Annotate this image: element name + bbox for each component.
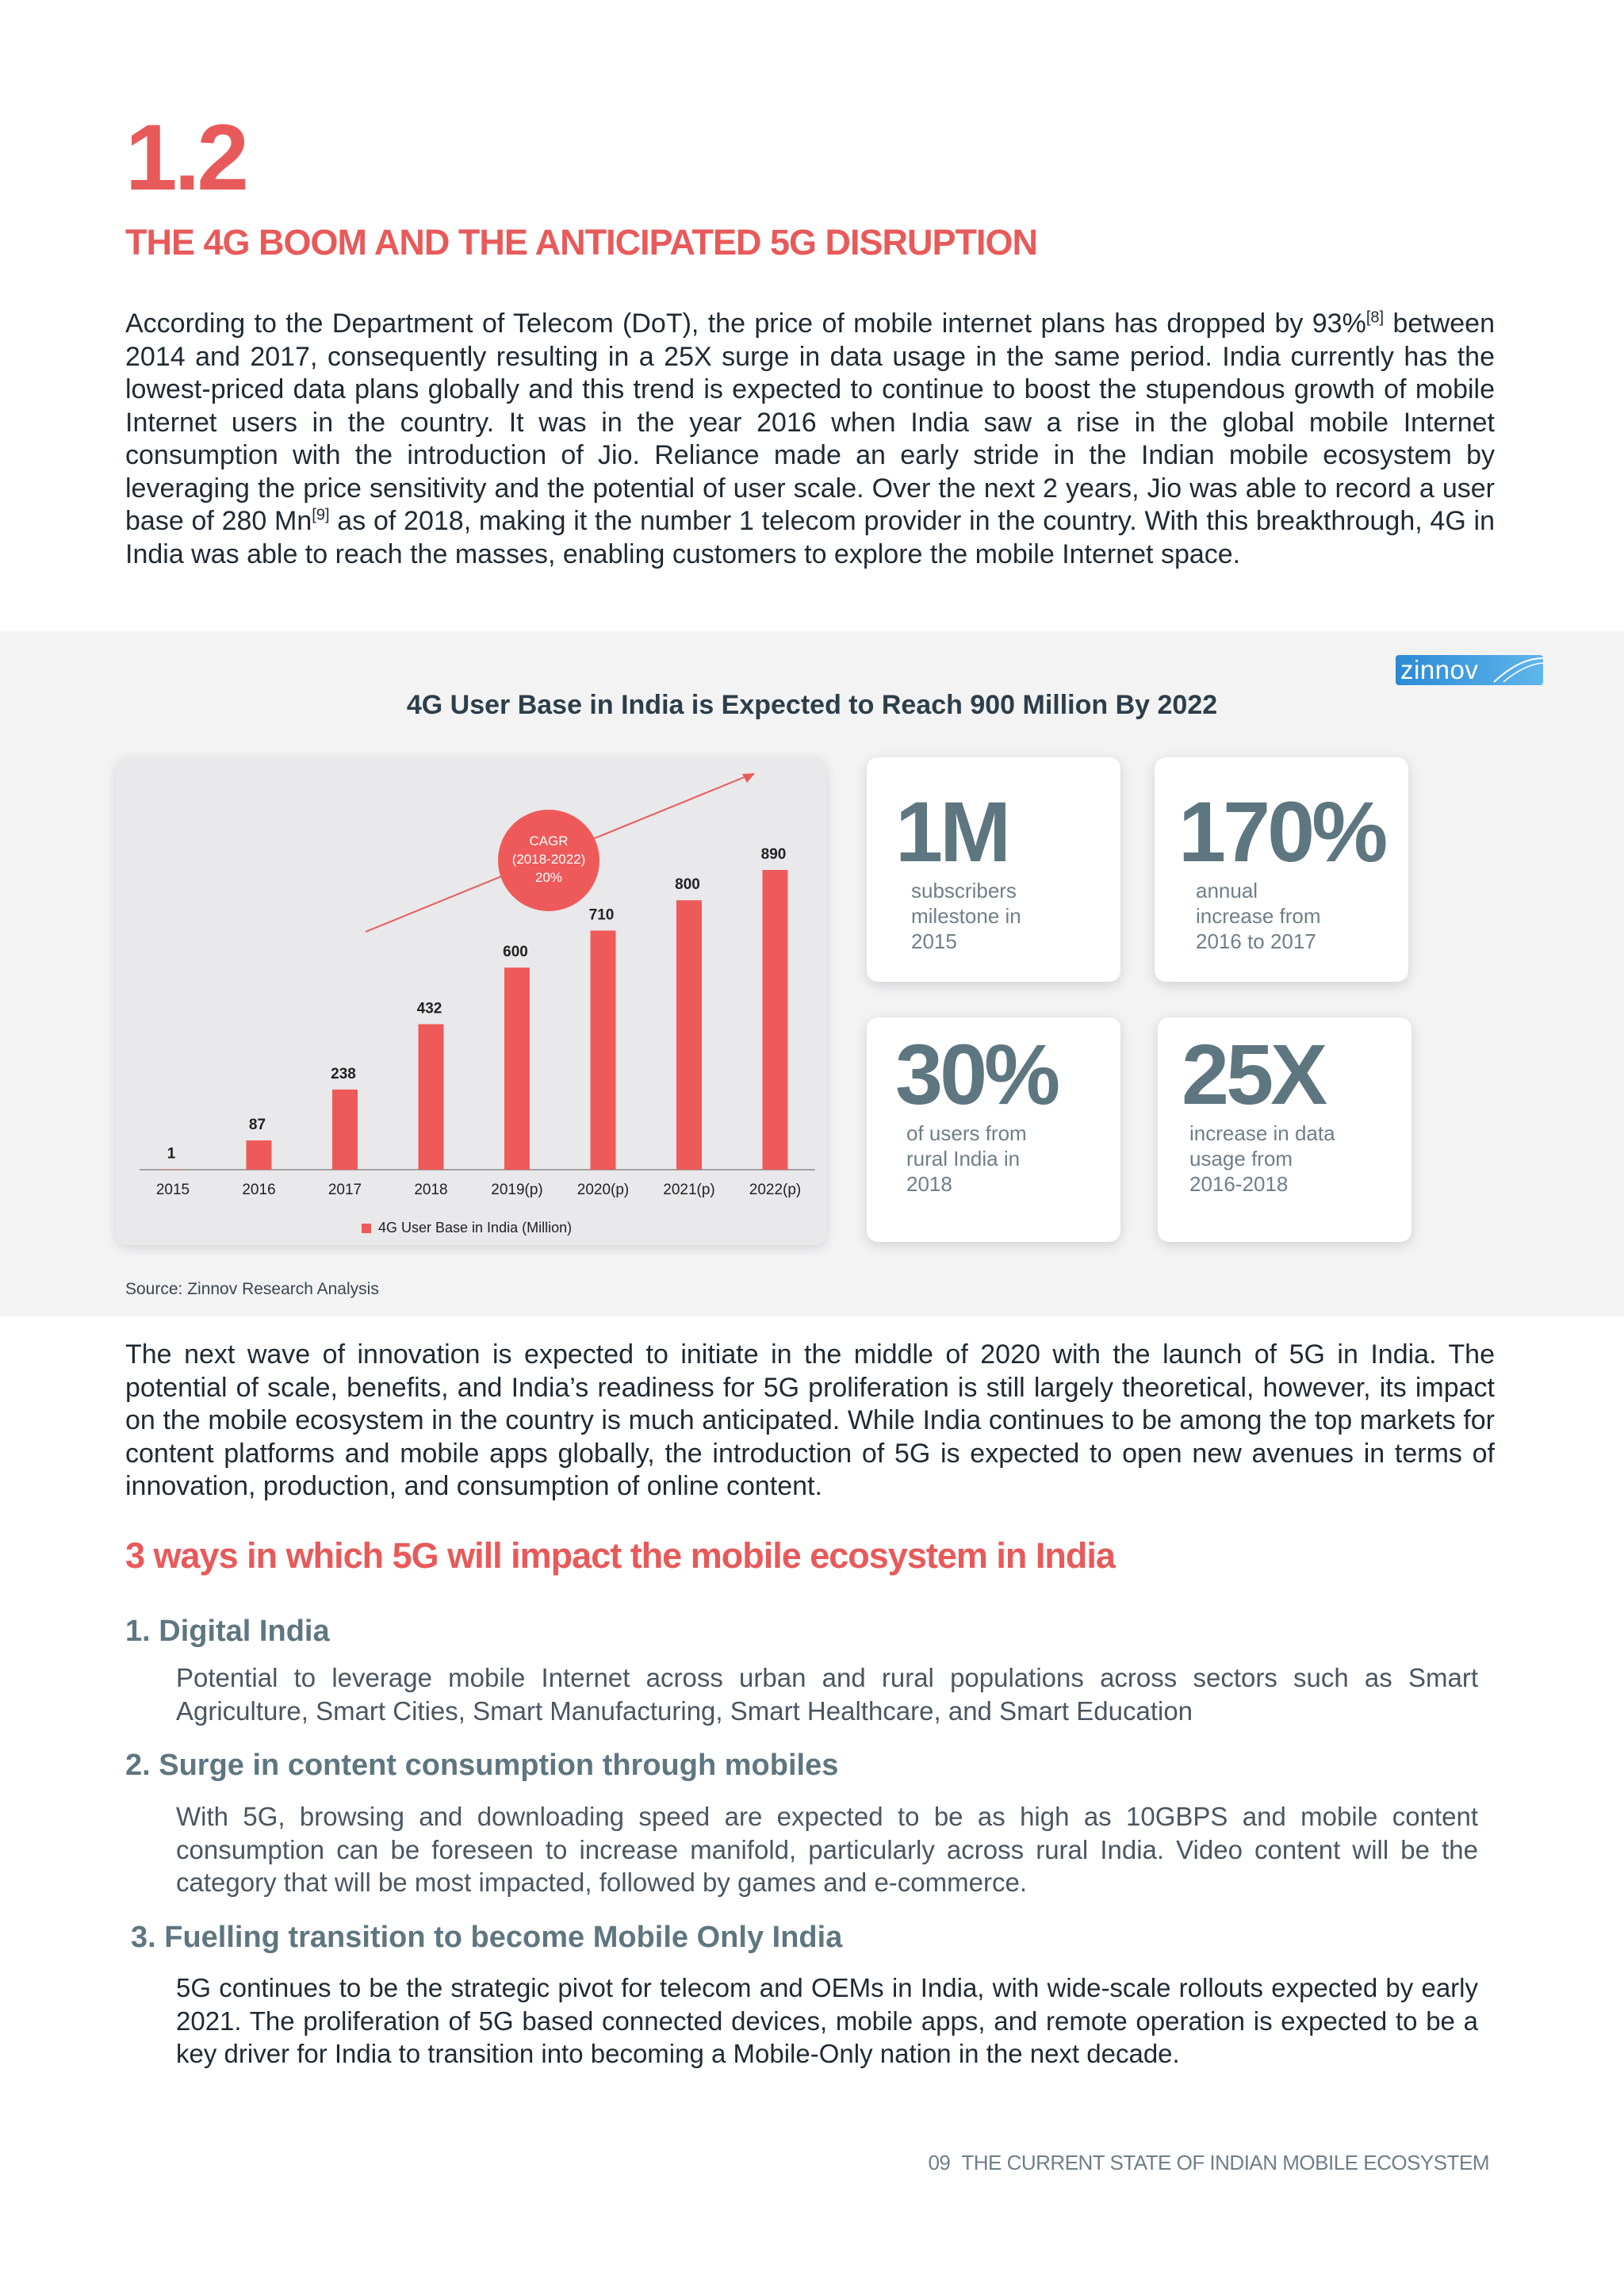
way-text-content-consumption: With 5G, browsing and downloading speed are expected to be as high as 10GBPS and mobile content consumption can be foreseen to increase manifold, particularly across rural India. Video content will be the category that will be most impacted, followed by games and e-commerce. xyxy=(176,1802,1478,1897)
ways-title: 3 ways in which 5G will impact the mobile ecosystem in India xyxy=(125,1535,1115,1576)
bar-2018 xyxy=(419,1025,444,1170)
data-label-2015: 1 xyxy=(167,1145,176,1163)
chart-heading: 4G User Base in India is Expected to Reach 900 Million By 2022 xyxy=(406,690,1218,720)
stat-description: subscribers milestone in 2015 xyxy=(911,879,1021,953)
stat-value: 30% xyxy=(895,1026,1058,1122)
data-label-2017: 238 xyxy=(331,1065,356,1082)
stat-description: increase in data usage from 2016-2018 xyxy=(1189,1121,1335,1196)
data-label-2021(p): 800 xyxy=(675,876,700,894)
stat-value: 1M xyxy=(895,784,1009,879)
cagr-label-line: (2018-2022) xyxy=(511,852,586,867)
page-number: 09 xyxy=(928,2151,951,2174)
intro-paragraph: According to the Department of Telecom (DoT), the price of mobile internet plans has dropped by 93%[8] between 2014 and 2017, consequently resulting in a 25X surge in data usage in the same period. India currently has the lowest-priced data plans globally and this trend is expected to continue to boost the stupendous growth of mobile Internet users in the country. It was in the year 2016 when India saw a rise in the global mobile Internet consumption with the introduction of Jio. Reliance made an early stride in the Indian mobile ecosystem by leveraging the price sensitivity and the potential of user scale. Over the next 2 years, Jio was able to record a user base of 280 Mn[9] as of 2018, making it the number 1 telecom provider in the country. With this breakthrough, 4G in India was able to reach the masses, enabling customers to explore the mobile Internet space. xyxy=(125,308,1495,569)
bar-2016 xyxy=(247,1140,272,1170)
tick-label-2020(p): 2020(p) xyxy=(576,1182,630,1198)
page-footer xyxy=(928,2151,1489,2175)
section-number: 1.2 xyxy=(125,105,247,210)
bar-2017 xyxy=(332,1090,358,1170)
bar-2022(p) xyxy=(763,870,788,1170)
data-label-2016: 87 xyxy=(248,1117,266,1134)
tick-label-2021(p): 2021(p) xyxy=(663,1182,715,1198)
legend-swatch xyxy=(362,1224,371,1233)
stat-card-annual-increase xyxy=(1155,757,1408,982)
tick-label-2016: 2016 xyxy=(242,1182,276,1198)
way-heading-digital-india: 1. Digital India xyxy=(125,1615,330,1648)
stat-card-data-usage xyxy=(1158,1017,1411,1242)
data-label-2022(p): 890 xyxy=(760,846,787,863)
bar-2020(p) xyxy=(591,930,616,1170)
tick-label-2015: 2015 xyxy=(155,1182,190,1198)
legend-label: 4G User Base in India (Million) xyxy=(378,1220,573,1236)
stat-description: of users from rural India in 2018 xyxy=(906,1121,1027,1196)
citation-ref[interactable]: [9] xyxy=(312,506,330,524)
data-label-2020(p): 710 xyxy=(588,906,615,924)
tick-label-2019(p): 2019(p) xyxy=(491,1182,543,1198)
way-text-digital-india: Potential to leverage mobile Internet across urban and rural populations across sectors such as Smart Agriculture, Smart Cities, Smart Manufacturing, Smart Healthcare, and Smart Education xyxy=(176,1663,1478,1726)
stat-card-rural-users xyxy=(867,1017,1120,1242)
way-heading-content-consumption: 2. Surge in content consumption through mobiles xyxy=(125,1749,839,1782)
bar-chart-card xyxy=(116,757,826,1245)
stat-card-subscribers xyxy=(867,757,1120,982)
stat-value: 25X xyxy=(1182,1026,1325,1122)
logo-swoosh-icon xyxy=(1488,655,1543,685)
citation-ref[interactable]: [8] xyxy=(1365,308,1385,327)
zinnov-logo: zinnov xyxy=(1396,655,1543,685)
data-label-2018: 432 xyxy=(416,1000,442,1017)
footer-title: THE CURRENT STATE OF INDIAN MOBILE ECOSYSTEM xyxy=(961,2151,1489,2174)
chart-source: Source: Zinnov Research Analysis xyxy=(125,1280,379,1298)
stat-value: 170% xyxy=(1178,784,1385,879)
tick-label-2018: 2018 xyxy=(414,1182,448,1198)
section-title: THE 4G BOOM AND THE ANTICIPATED 5G DISRUPTION xyxy=(125,222,1038,262)
stat-description: annual increase from 2016 to 2017 xyxy=(1196,879,1321,953)
way-heading-mobile-only: 3. Fuelling transition to become Mobile Only India xyxy=(131,1921,843,1954)
tick-label-2017: 2017 xyxy=(327,1182,362,1198)
bar-2021(p) xyxy=(676,900,702,1170)
bar-2019(p) xyxy=(504,967,530,1170)
cagr-label-line: CAGR xyxy=(529,833,569,849)
5g-paragraph: The next wave of innovation is expected to initiate in the middle of 2020 with the launch of 5G in India. The potential of scale, benefits, and India’s readiness for 5G proliferation is still largely theoretical, however, its impact on the mobile ecosystem in the country is much anticipated. While India continues to be among the top markets for content platforms and mobile apps globally, the introduction of 5G is expected to open new avenues in terms of innovation, production, and consumption of online content. xyxy=(125,1339,1495,1501)
data-label-2019(p): 600 xyxy=(503,944,528,961)
cagr-label-line: 20% xyxy=(534,870,563,885)
bar-chart xyxy=(116,757,826,1245)
way-text-mobile-only: 5G continues to be the strategic pivot for telecom and OEMs in India, with wide-scale rollouts expected by early 2021. The proliferation of 5G based connected devices, mobile apps, and remote operation is expected to be a key driver for India to transition into becoming a Mobile-Only nation in the next decade. xyxy=(176,1973,1478,2068)
tick-label-2022(p): 2022(p) xyxy=(749,1182,802,1198)
